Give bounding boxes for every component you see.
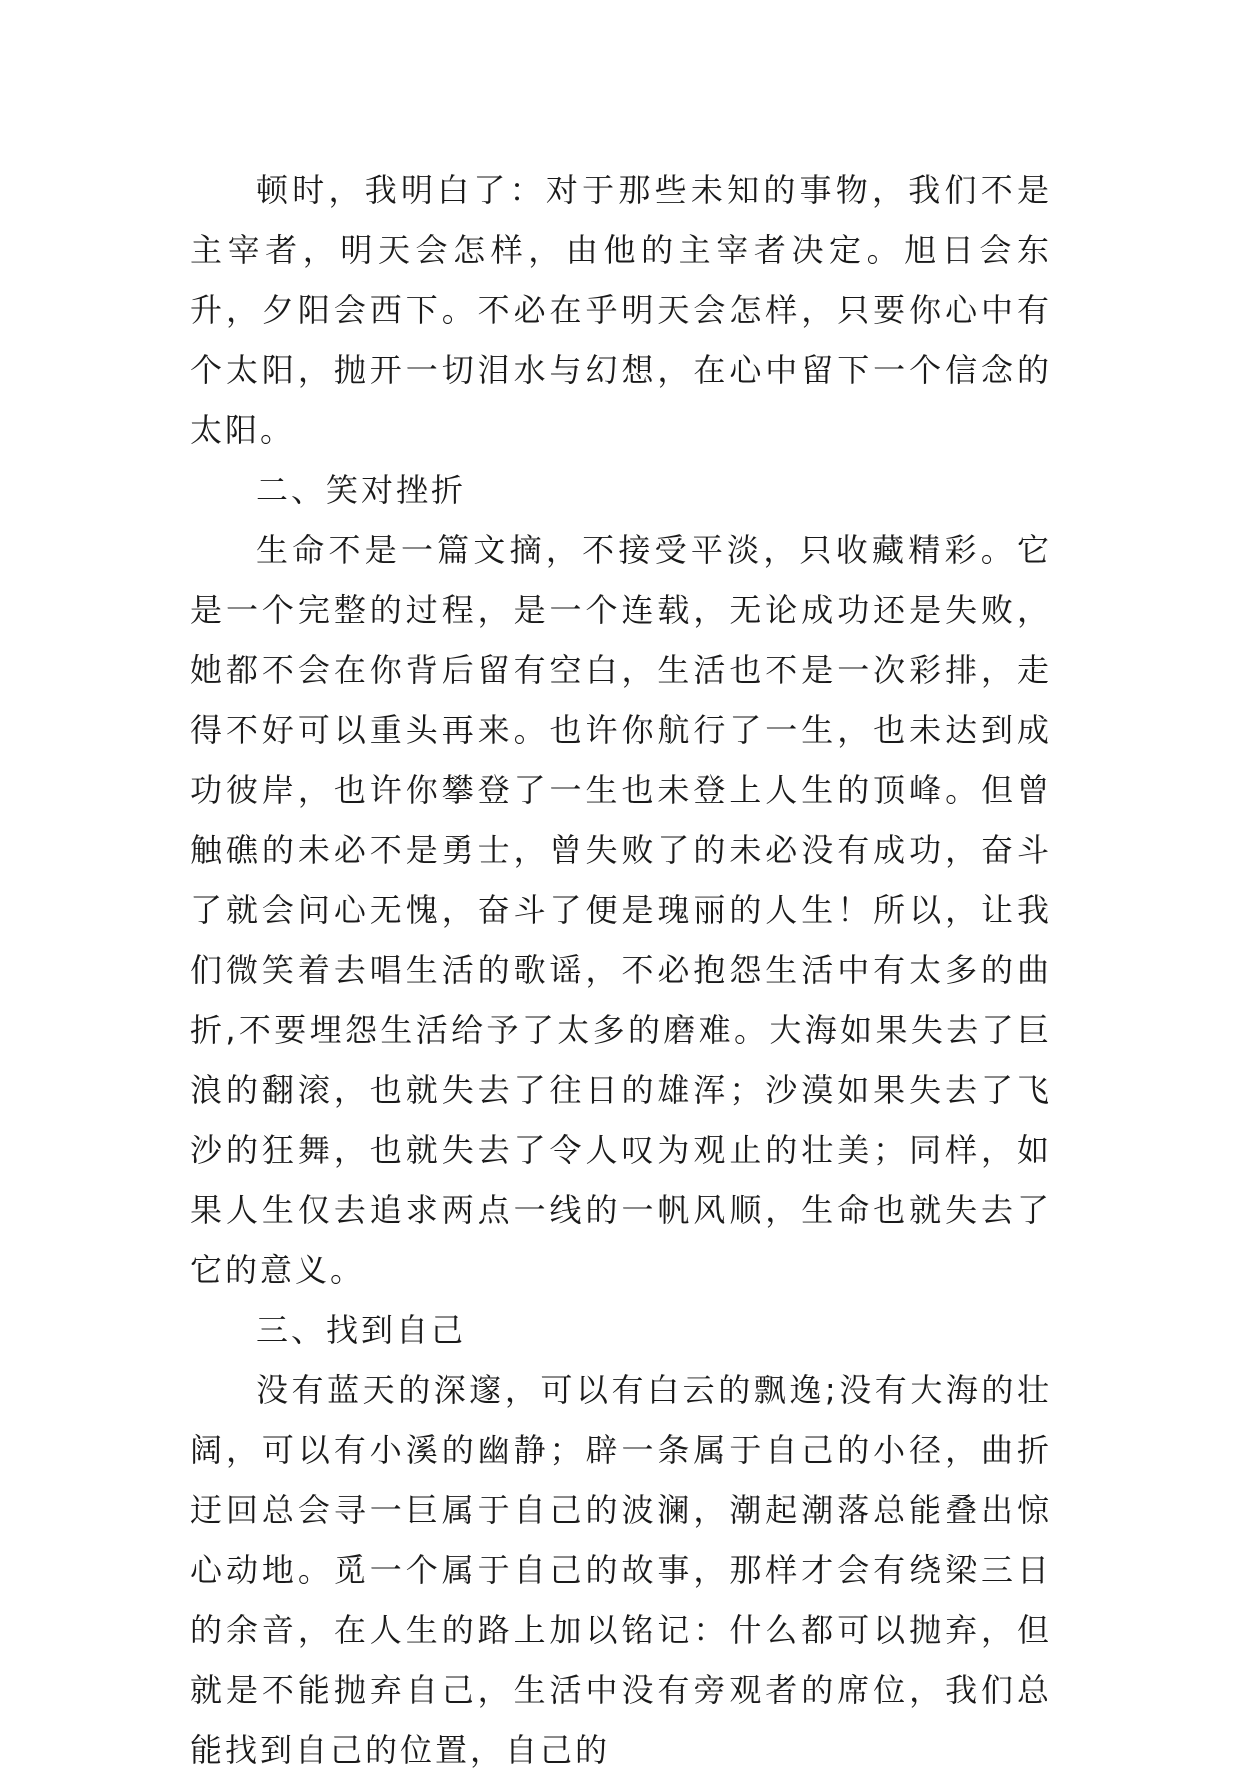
paragraph-sun: 顿时，我明白了：对于那些未知的事物，我们不是主宰者，明天会怎样，由他的主宰者决定。旭日会东升，夕阳会西下。不必在乎明天会怎样，只要你心中有个太阳，抛开一切泪水与幻想，在心中留下一个信念的太阳。: [190, 171, 1052, 449]
document-body: [190, 160, 1052, 1780]
section-heading-setbacks: 二、笑对挫折: [256, 471, 467, 509]
section-heading-find-yourself: 三、找到自己: [256, 1311, 467, 1349]
paragraph-setbacks: 生命不是一篇文摘，不接受平淡，只收藏精彩。它是一个完整的过程，是一个连载，无论成功还是失败，她都不会在你背后留有空白，生活也不是一次彩排，走得不好可以重头再来。也许你航行了一生，也未达到成功彼岸，也许你攀登了一生也未登上人生的顶峰。但曾触礁的未必不是勇士，曾失败了的未必没有成功，奋斗了就会问心无愧，奋斗了便是瑰丽的人生！所以，让我们微笑着去唱生活的歌谣，不必抱怨生活中有太多的曲折,不要埋怨生活给予了太多的磨难。大海如果失去了巨浪的翻滚，也就失去了往日的雄浑；沙漠如果失去了飞沙的狂舞，也就失去了令人叹为观止的壮美；同样，如果人生仅去追求两点一线的一帆风顺，生命也就失去了它的意义。: [190, 531, 1052, 1289]
paragraph-find-yourself: 没有蓝天的深邃，可以有白云的飘逸;没有大海的壮阔，可以有小溪的幽静；辟一条属于自己的小径，曲折迂回总会寻一巨属于自己的波澜，潮起潮落总能叠出惊心动地。觅一个属于自己的故事，那样才会有绕梁三日的余音，在人生的路上加以铭记：什么都可以抛弃，但就是不能抛弃自己，生活中没有旁观者的席位，我们总能找到自己的位置，自己的: [190, 1371, 1052, 1769]
